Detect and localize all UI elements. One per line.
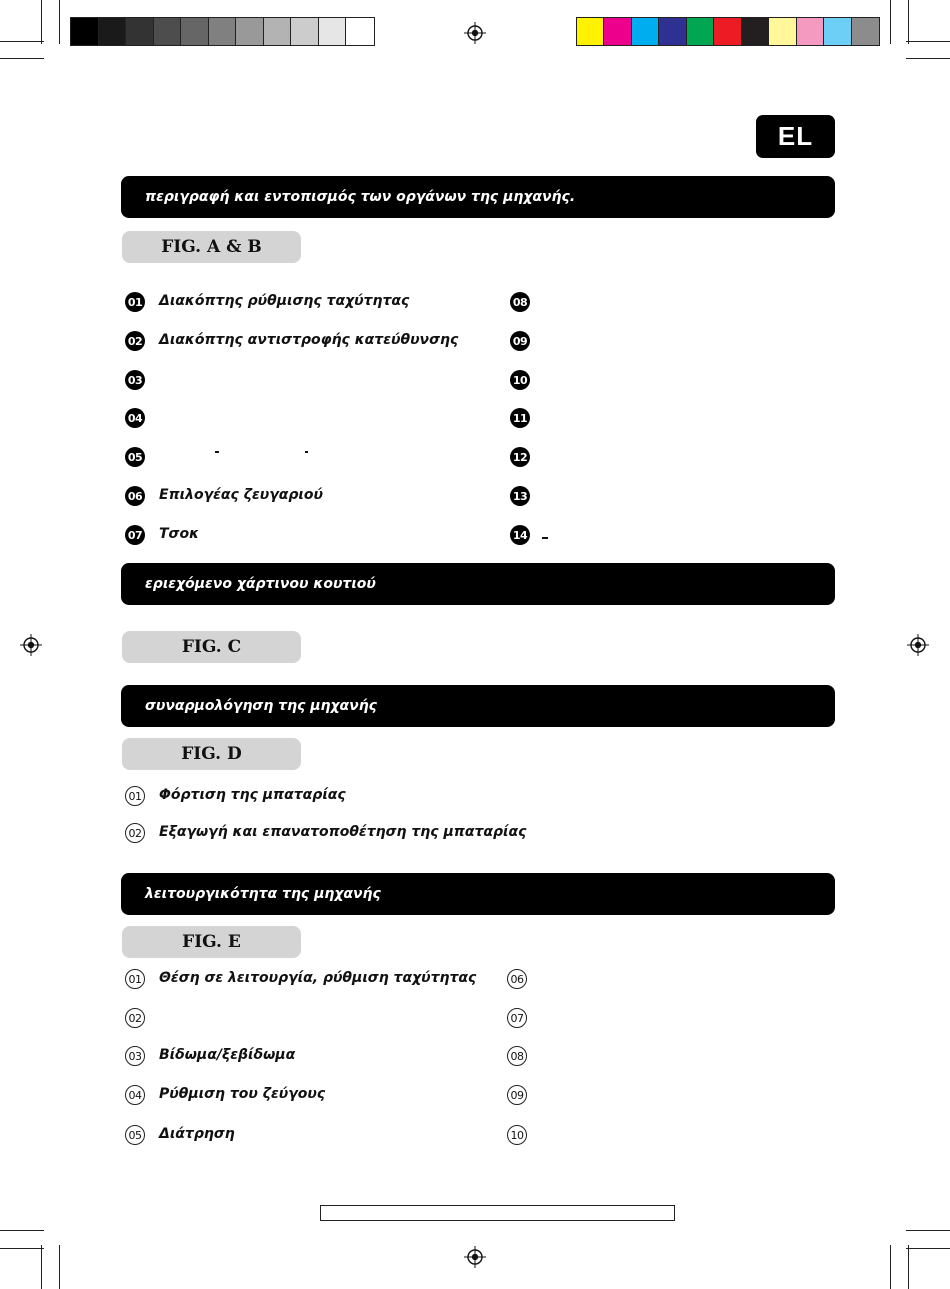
color-swatch — [797, 18, 824, 45]
item-label: Διακόπτης ρύθμισης ταχύτητας — [159, 293, 410, 309]
item-number: 09 — [507, 1085, 527, 1105]
color-swatch — [714, 18, 741, 45]
item-number: 01 — [125, 786, 145, 806]
item-number: 02 — [125, 331, 145, 351]
item-label: Φόρτιση της μπαταρίας — [159, 787, 346, 803]
item-label: Εξαγωγή και επανατοποθέτηση της μπαταρίας — [159, 824, 527, 840]
color-swatch — [632, 18, 659, 45]
crop-mark — [41, 0, 42, 44]
crop-mark — [906, 58, 950, 59]
fig-tab-ab: FIG. A & B — [122, 231, 301, 263]
item-number: 04 — [125, 1085, 145, 1105]
crop-mark — [59, 0, 60, 44]
crop-mark — [908, 0, 909, 44]
crop-mark — [890, 0, 891, 44]
item-number: 08 — [510, 292, 530, 312]
fig-tab-d: FIG. D — [122, 738, 301, 770]
text-fragment — [305, 451, 308, 453]
color-swatch — [769, 18, 796, 45]
item-number: 11 — [510, 408, 530, 428]
item-label: Θέση σε λειτουργία, ρύθμιση ταχύτητας — [159, 970, 477, 986]
crop-mark — [906, 41, 950, 42]
item-label: Διακόπτης αντιστροφής κατεύθυνσης — [159, 332, 459, 348]
item-number: 02 — [125, 1008, 145, 1028]
item-number: 08 — [507, 1046, 527, 1066]
color-swatch — [742, 18, 769, 45]
text-fragment — [215, 451, 219, 453]
color-swatch — [852, 18, 879, 45]
item-number: 07 — [507, 1008, 527, 1028]
section-header-description: περιγραφή και εντοπισμός των οργάνων της μηχανής. — [121, 176, 835, 218]
item-number: 06 — [507, 969, 527, 989]
item-number: 13 — [510, 486, 530, 506]
item-number: 03 — [125, 1046, 145, 1066]
color-swatch — [181, 18, 209, 45]
color-swatch — [319, 18, 347, 45]
item-number: 10 — [510, 370, 530, 390]
item-number: 09 — [510, 331, 530, 351]
item-number: 07 — [125, 525, 145, 545]
color-swatch — [154, 18, 182, 45]
process-color-bar — [576, 17, 880, 46]
section-header-operation: λειτουργικότητα της μηχανής — [121, 873, 835, 915]
color-swatch — [209, 18, 237, 45]
crop-mark — [41, 1245, 42, 1289]
crop-mark — [0, 1230, 44, 1231]
registration-mark-top — [464, 22, 486, 44]
color-swatch — [264, 18, 292, 45]
item-number: 04 — [125, 408, 145, 428]
item-number: 01 — [125, 969, 145, 989]
grayscale-color-bar — [70, 17, 375, 46]
crop-mark — [59, 1245, 60, 1289]
item-number: 10 — [507, 1125, 527, 1145]
color-swatch — [126, 18, 154, 45]
color-swatch — [604, 18, 631, 45]
section-header-assembly: συναρμολόγηση της μηχανής — [121, 685, 835, 727]
crop-mark — [908, 1245, 909, 1289]
color-swatch — [236, 18, 264, 45]
section-header-contents: εριεχόμενο χάρτινου κουτιού — [121, 563, 835, 605]
color-swatch — [291, 18, 319, 45]
crop-mark — [0, 1248, 44, 1249]
registration-mark-bottom — [464, 1246, 486, 1268]
item-number: 12 — [510, 447, 530, 467]
registration-mark-right — [907, 634, 929, 656]
item-number: 05 — [125, 447, 145, 467]
crop-mark — [890, 1245, 891, 1289]
color-swatch — [687, 18, 714, 45]
language-badge: EL — [756, 115, 835, 158]
item-label: Επιλογέας ζευγαριού — [159, 487, 323, 503]
item-label: Ρύθμιση του ζεύγους — [159, 1086, 326, 1102]
text-fragment — [542, 537, 548, 539]
item-number: 06 — [125, 486, 145, 506]
crop-mark — [906, 1230, 950, 1231]
item-number: 14 — [510, 525, 530, 545]
item-label: Βίδωμα/ξεβίδωμα — [159, 1047, 296, 1063]
color-swatch — [71, 18, 99, 45]
registration-mark-left — [20, 634, 42, 656]
fig-tab-e: FIG. E — [122, 926, 301, 958]
color-swatch — [346, 18, 374, 45]
item-label: Τσοκ — [159, 526, 200, 542]
crop-mark — [0, 41, 44, 42]
item-number: 02 — [125, 823, 145, 843]
item-number: 01 — [125, 292, 145, 312]
color-swatch — [577, 18, 604, 45]
color-swatch — [99, 18, 127, 45]
item-label: Διάτρηση — [159, 1126, 235, 1142]
crop-mark — [0, 58, 44, 59]
item-number: 03 — [125, 370, 145, 390]
item-number: 05 — [125, 1125, 145, 1145]
footer-box — [320, 1205, 675, 1221]
fig-tab-c: FIG. C — [122, 631, 301, 663]
crop-mark — [906, 1248, 950, 1249]
color-swatch — [824, 18, 851, 45]
color-swatch — [659, 18, 686, 45]
